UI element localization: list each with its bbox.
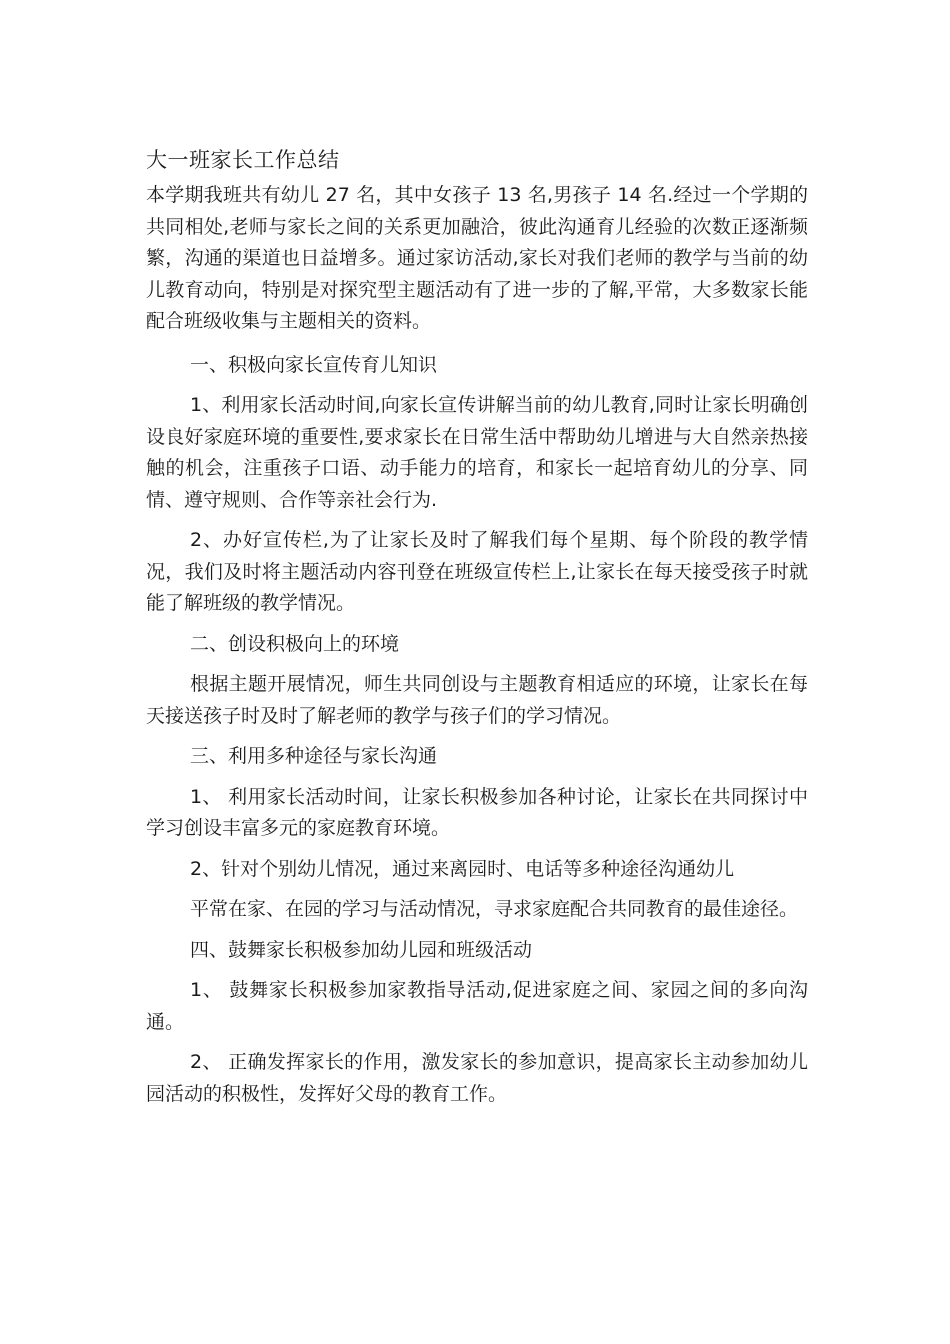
section-heading-3: 三、利用多种途径与家长沟通 (190, 745, 438, 767)
section-heading-1: 一、积极向家长宣传育儿知识 (190, 353, 438, 376)
section-3-continuation: 平常在家、在园的学习与活动情况，寻求家庭配合共同教育的最佳途径。 (190, 898, 799, 920)
section-heading-2: 二、创设积极向上的环境 (190, 632, 400, 655)
section-heading-4: 四、鼓舞家长积极参加幼儿园和班级活动 (190, 938, 533, 961)
section-4-item-2: 2、 正确发挥家长的作用，激发家长的参加意识，提高家长主动参加幼儿园活动的积极性，发挥好父母的教育工作。 (146, 1051, 808, 1105)
section-3-item-2: 2、针对个别幼儿情况，通过来离园时、电话等多种途径沟通幼儿 (190, 857, 735, 880)
document-title: 大一班家长工作总结 (146, 148, 340, 172)
section-4-item-1: 1、 鼓舞家长积极参加家教指导活动,促进家庭之间、家园之间的多向沟通。 (146, 979, 808, 1033)
section-1-item-1: 1、利用家长活动时间,向家长宣传讲解当前的幼儿教育,同时让家长明确创设良好家庭环境的重要性,要求家长在日常生活中帮助幼儿增进与大自然亲热接触的机会，注重孩子口语、动手能力的培育，和家长一起培育幼儿的分享、同情、遵守规则、合作等亲社会行为. (146, 394, 808, 511)
document-body (146, 140, 808, 1119)
intro-paragraph: 本学期我班共有幼儿 27 名，其中女孩子 13 名,男孩子 14 名.经过一个学期的共同相处,老师与家长之间的关系更加融洽，彼此沟通育儿经验的次数正逐渐频繁，沟通的渠道也日益增多。通过家访活动,家长对我们老师的教学与当前的幼儿教育动向，特别是对探究型主题活动有了进一步的了解,平常，大多数家长能配合班级收集与主题相关的资料。 (146, 184, 808, 332)
section-3-item-1: 1、 利用家长活动时间，让家长积极参加各种讨论，让家长在共同探讨中学习创设丰富多元的家庭教育环境。 (146, 785, 808, 839)
section-2-paragraph: 根据主题开展情况，师生共同创设与主题教育相适应的环境，让家长在每天接送孩子时及时了解老师的教学与孩子们的学习情况。 (146, 673, 808, 727)
section-1-item-2: 2、办好宣传栏,为了让家长及时了解我们每个星期、每个阶段的教学情况，我们及时将主题活动内容刊登在班级宣传栏上,让家长在每天接受孩子时就能了解班级的教学情况。 (146, 529, 808, 614)
